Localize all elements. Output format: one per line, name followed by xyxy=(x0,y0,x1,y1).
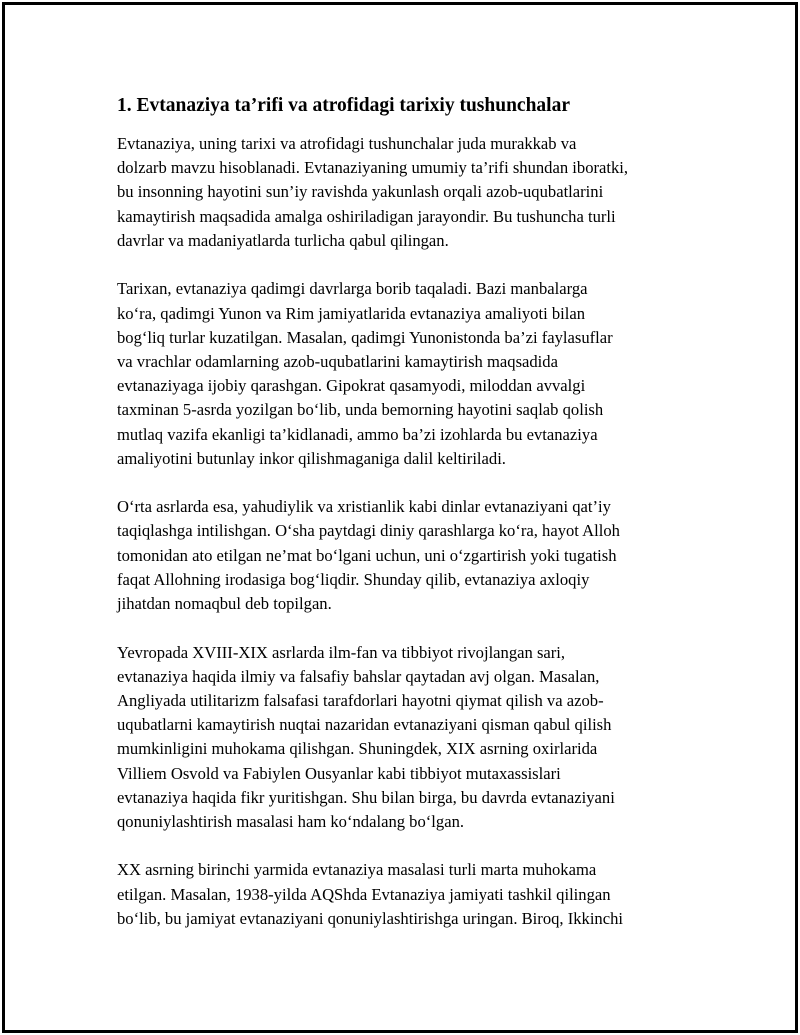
text-line: evtanaziyaga ijobiy qarashgan. Gipokrat qasamyodi, miloddan avvalgi xyxy=(117,376,586,396)
text-line: va vrachlar odamlarning azob-uqubatlarini kamaytirish maqsadida xyxy=(117,351,558,371)
text-line: bu insonning hayotini sun’iy ravishda yakunlash orqali azob-uqubatlarini xyxy=(117,182,604,202)
paragraph-europe-18-19 xyxy=(117,641,692,835)
text-line: uqubatlarni kamaytirish nuqtai nazaridan evtanaziyani qisman qabul qilish xyxy=(117,715,612,735)
text-line: XX asrning birinchi yarmida evtanaziya masalasi turli marta muhokama xyxy=(117,860,597,880)
text-line: Evtanaziya, uning tarixi va atrofidagi tushunchalar juda murakkab va xyxy=(117,134,577,153)
text-line: bo‘lib, bu jamiyat evtanaziyani qonuniylashtirishga uringan. Biroq, Ikkinchi xyxy=(117,908,624,928)
text-line: Villiem Osvold va Fabiylen Ousyanlar kabi tibbiyot mutaxassislari xyxy=(117,763,561,783)
text-line: Tarixan, evtanaziya qadimgi davrlarga borib taqaladi. Bazi manbalarga xyxy=(117,279,588,299)
paragraph-ancient-history xyxy=(117,277,692,471)
text-line: tomonidan ato etilgan ne’mat bo‘lgani uchun, uni o‘zgartirish yoki tugatish xyxy=(117,545,617,565)
text-line: Yevropada XVIII-XIX asrlarda ilm-fan va tibbiyot rivojlangan sari, xyxy=(117,642,566,662)
document-body xyxy=(117,93,692,955)
text-line: evtanaziya haqida ilmiy va falsafiy bahslar qaytadan avj olgan. Masalan, xyxy=(117,666,600,686)
text-line: evtanaziya haqida fikr yuritishgan. Shu bilan birga, bu davrda evtanaziyani xyxy=(117,787,615,807)
text-line: mumkinligini muhokama qilishgan. Shuningdek, XIX asrning oxirlarida xyxy=(117,739,598,759)
text-line: dolzarb mavzu hisoblanadi. Evtanaziyaning umumiy ta’rifi shundan iboratki, xyxy=(117,158,629,178)
text-line: faqat Allohning irodasiga bog‘liqdir. Shunday qilib, evtanaziya axloqiy xyxy=(117,569,590,589)
text-line: kamaytirish maqsadida amalga oshiriladigan jarayondir. Bu tushuncha turli xyxy=(117,206,616,226)
text-line: Angliyada utilitarizm falsafasi tarafdorlari hayotni qiymat qilish va azob- xyxy=(117,690,604,710)
paragraph-middle-ages xyxy=(117,495,692,616)
text-line: taqiqlashga intilishgan. O‘sha paytdagi diniy qarashlarga ko‘ra, hayot Alloh xyxy=(117,521,620,541)
text-line: amaliyotini butunlay inkor qilishmaganiga dalil keltiriladi. xyxy=(117,448,506,468)
text-line: O‘rta asrlarda esa, yahudiylik va xristianlik kabi dinlar evtanaziyani qat’iy xyxy=(117,497,611,517)
text-line: taxminan 5-asrda yozilgan bo‘lib, unda bemorning hayotini saqlab qolish xyxy=(117,400,604,420)
text-line: davrlar va madaniyatlarda turlicha qabul qilingan. xyxy=(117,230,449,250)
text-line: qonuniylashtirish masalasi ham ko‘ndalang bo‘lgan. xyxy=(117,811,465,831)
paragraph-20th-century xyxy=(117,858,692,931)
text-line: jihatdan nomaqbul deb topilgan. xyxy=(117,594,332,614)
text-line: mutlaq vazifa ekanligi ta’kidlanadi, ammo ba’zi izohlarda bu evtanaziya xyxy=(117,424,598,444)
text-line: bog‘liq turlar kuzatilgan. Masalan, qadimgi Yunonistonda ba’zi faylasuflar xyxy=(117,327,613,347)
text-line: etilgan. Masalan, 1938-yilda AQShda Evtanaziya jamiyati tashkil qilingan xyxy=(117,884,611,904)
section-heading: 1. Evtanaziya ta’rifi va atrofidagi tarixiy tushunchalar xyxy=(117,95,571,116)
paragraph-definition xyxy=(117,132,692,253)
text-line: ko‘ra, qadimgi Yunon va Rim jamiyatlarida evtanaziya amaliyoti bilan xyxy=(117,303,586,323)
